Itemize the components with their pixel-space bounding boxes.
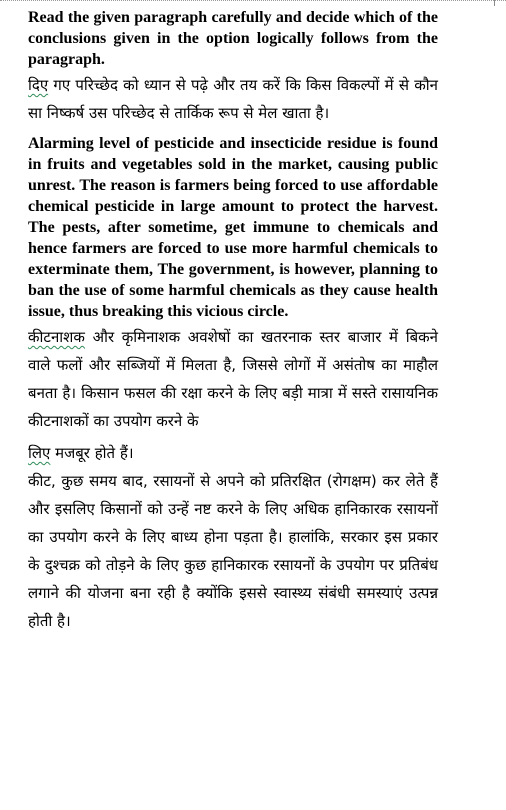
instruction-hindi-text: गए परिच्छेद को ध्यान से पढ़े और तय करें कि किस विकल्पों में से कौन सा निष्कर्ष उस परिच्छेद से तार्किक रूप से मेल खाता है।	[28, 76, 438, 122]
page-top-border	[0, 0, 506, 1]
spellcheck-word: कीटनाशक	[28, 328, 85, 346]
passage-hindi-part2-text: मजबूर होते हैं।	[50, 444, 134, 462]
page-corner-mark	[494, 0, 495, 6]
spellcheck-word: लिए	[28, 444, 51, 462]
passage-hindi-part3: कीट, कुछ समय बाद, रसायनों से अपने को प्रतिरक्षित (रोगक्षम) कर लेते हैं और इसलिए किसानों को उन्हें नष्ट करने के लिए अधिक हानिकारक रसायनों का उपयोग करने के लिए बाध्य होना पड़ता है। हालांकि, सरकार इस प्रकार के दुश्चक्र को तोड़ने के लिए कुछ हानिकारक रसायनों के उपयोग पर प्रतिबंध लगाने की योजना बना रही है क्योंकि इससे स्वास्थ्य संबंधी समस्याएं उत्पन्न होती है।	[28, 472, 438, 630]
instruction-english: Read the given paragraph carefully and decide which of the conclusions given in the option logically follows from the paragraph.	[28, 9, 438, 68]
spellcheck-word: दिए	[28, 76, 49, 94]
instruction-hindi	[28, 71, 438, 127]
passage-hindi-part2	[28, 439, 438, 467]
passage-hindi-part1-text: और कृमिनाशक अवशेषों का खतरनाक स्तर बाजार में बिकने वाले फलों और सब्जियों में मिलता है, जिससे लोगों में असंतोष का माहौल बनता है। किसान फसल की रक्षा करने के लिए बड़ी मात्रा में सस्ते रासायनिक कीटनाशकों का उपयोग करने के	[28, 328, 438, 430]
question-content	[28, 7, 438, 635]
passage-hindi-part1	[28, 323, 438, 435]
passage-english: Alarming level of pesticide and insecticide residue is found in fruits and vegetables sold in the market, causing public unrest. The reason is farmers being forced to use affordable chemical pesticide in large amount to protect the harvest. The pests, after sometime, get immune to chemicals and hence farmers are forced to use more harmful chemicals to exterminate them, The government, is however, planning to ban the use of some harmful chemicals as they cause health issue, thus breaking this vicious circle.	[28, 135, 438, 320]
